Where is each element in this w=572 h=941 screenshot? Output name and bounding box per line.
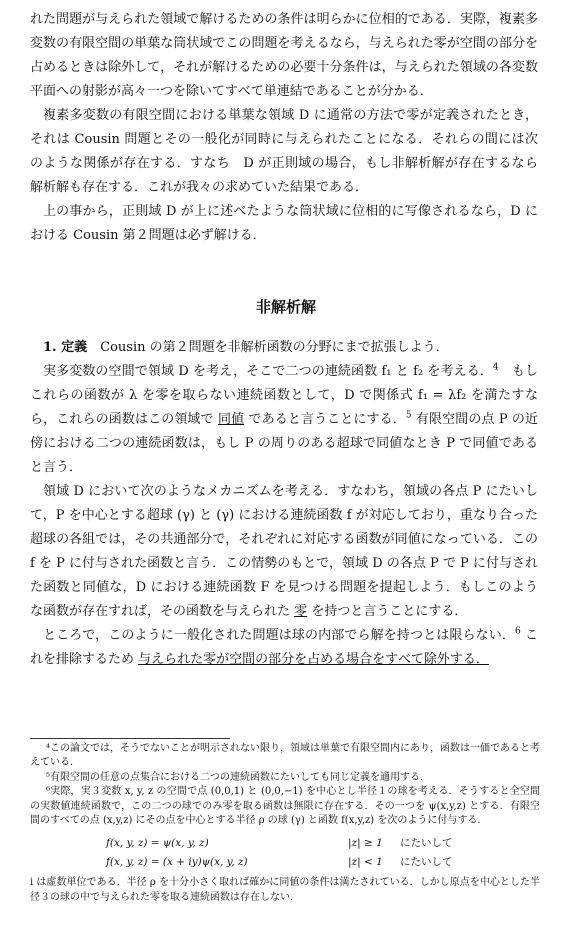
exclusion-paragraph xyxy=(30,624,538,672)
mechanism-text-end: を持つと言うことにする． xyxy=(311,604,468,619)
mechanism-text: 領域 D において次のようなメカニズムを考える．すなわち，領域の各点 P にたいして，P を中心とする超球 (γ) と (γ) における連続函数 f が対応しており，重なり合った超球の各組では，その共通部分で，それぞれに対応する函数が同値になっている．この f を P に付与された函数と言う．この情勢のもとで，領域 D の各点 P で P に付与された函数と同値な，D における連続函数 F を見つける問題を提起しよう．もしこのような函数が存在すれば，その函数を与えられた xyxy=(30,484,538,619)
formula-2-lhs: f(x, y, z) = (x + iy)ψ(x, y, z) xyxy=(106,856,248,869)
formula-row-2 xyxy=(30,853,540,872)
footnote-6-conclusion: i は虚数単位である．半径 ρ を十分小さく取れば確かに同値の条件は満たされている．しかし原点を中心とした半径３の球の中で与えられた零を取る連続函数は存在しない． xyxy=(30,877,540,903)
footnote-ref-5[interactable]: 5 xyxy=(405,410,412,421)
footnote-6: ⁶実際，実３変数 x, y, z の空間で点 (0,0,1) と (0,0,−1) を中心とし半径１の球を考える．そうすると全空間の実数値連続函数で，この二つの球でのみ零を取る函数は無限に存在する．その一つを ψ(x,y,z) とする．有限空間のすべての点 (x,y,z) にその点を中心とする半径 ρ の球 (γ) と函数 f(x,y,z) を次のように付与する． xyxy=(30,786,540,827)
top-text-block xyxy=(30,8,538,248)
definition-paragraph xyxy=(30,336,538,360)
footnote-ref-6[interactable]: 6 xyxy=(514,626,521,637)
section-title: 非解析解 xyxy=(255,298,316,316)
equivalence-text-d: 有限空間の点 P の近傍における二つの連続函数は，もし P の周りのある超球で同値なとき P で同値であると言う． xyxy=(30,412,538,475)
formula-row-1 xyxy=(30,834,540,853)
equivalence-text-c: であると言うことにする． xyxy=(248,412,406,427)
equivalence-text-a: 実多変数の空間で領域 D を考え，そこで二つの連続函数 f₁ と f₂ を考える． xyxy=(43,364,493,379)
term-zero: 零 xyxy=(294,604,308,619)
formula-1-condition: |z| ≥ 1 xyxy=(348,837,383,850)
paragraph-2: 複素多変数の有限空間における単葉な領域 D に通常の方法で零が定義されたとき，それは Cousin 問題とその一般化が同時に与えられたことになる．それらの間には次のような関係が存在する．すなち D が正則域の場合，もし非解析解が存在するなら解析解も存在する．これが我々の求めていた結果である． xyxy=(30,108,538,195)
term-equivalent: 同値 xyxy=(217,412,245,427)
footnote-ref-4[interactable]: 4 xyxy=(492,362,499,373)
paragraph-3: 上の事から，正則域 D が上に述べたような筒状域に位相的に写像されるなら，D における Cousin 第２問題は必ず解ける． xyxy=(30,204,538,243)
paragraph-1: れた問題が与えられた領域で解けるための条件は明らかに位相的である．実際，複素多変数の有限空間の単葉な筒状域でこの問題を考えるなら，与えられた零が空間の部分を占めるときは除外して，それが解けるための必要十分条件は，与えられた領域の各変数平面への射影が高々一つを除いてすべて単連結であることが分かる． xyxy=(30,12,538,99)
main-text-block xyxy=(30,336,538,672)
footnotes-block xyxy=(30,742,540,905)
footnote-4: ⁴この論文では，そうでないことが明示されない限り，領域は単葉で有限空間内にあり，函数は一価であると考えている． xyxy=(30,743,541,769)
mechanism-paragraph xyxy=(30,480,538,624)
definition-text: Cousin の第２問題を非解析函数の分野にまで拡張しよう． xyxy=(100,340,449,355)
exclusion-underlined: 与えられた零が空間の部分を占める場合をすべて除外する． xyxy=(138,652,489,667)
definition-label: 1. 定義 xyxy=(43,340,88,355)
exclusion-text-b: これを排除するため xyxy=(30,628,538,667)
equivalence-text-b: もしこれらの函数が λ を零を取らない連続函数として，D で関係式 f₁ = λf₂ を満たすなら，これらの函数はこの領域で xyxy=(30,364,538,427)
formula-2-condition: |z| < 1 xyxy=(348,856,383,869)
exclusion-text-a: ところで，このように一般化された問題は球の内部でら解を持つとは限らない． xyxy=(43,628,515,643)
formula-2-condition-text: にたいして xyxy=(400,856,453,869)
footnote-5: ⁵有限空間の任意の点集合における二つの連続函数にたいしても同じ定義を適用する． xyxy=(46,771,431,783)
formula-1-condition-text: にたいして xyxy=(400,837,453,850)
footnote-divider xyxy=(30,738,230,739)
formula-1-lhs: f(x, y, z) = ψ(x, y, z) xyxy=(106,837,209,850)
equivalence-paragraph xyxy=(30,360,538,480)
formula-block xyxy=(30,834,540,872)
